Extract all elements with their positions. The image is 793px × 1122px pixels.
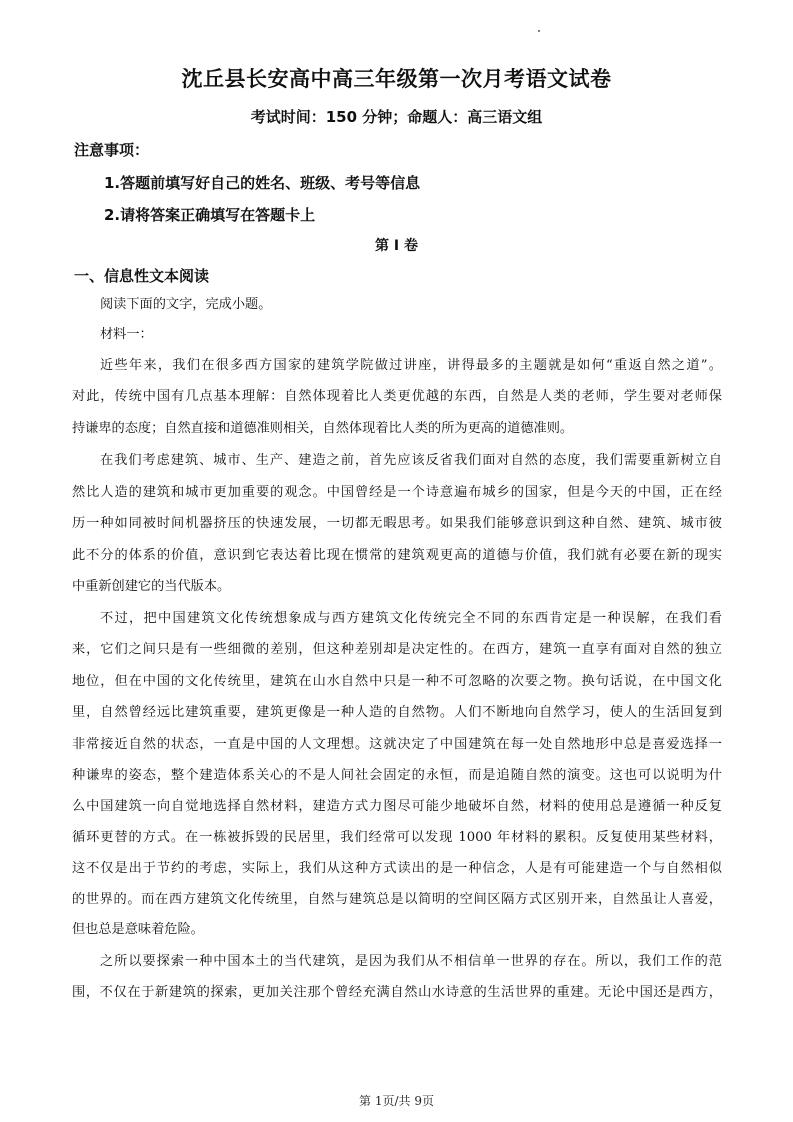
paragraph-line: 不过，把中国建筑文化传统想象成与西方建筑文化传统完全不同的东西肯定是一种误解，在我们看 [100,611,722,626]
paragraph-line: 在我们考虑建筑、城市、生产、建造之前，首先应该反省我们面对自然的态度，我们需要重新树立自 [100,453,722,468]
section-heading: 一、信息性文本阅读 [74,267,210,285]
paragraph-line: 然比人造的建筑和城市更加重要的观念。中国曾经是一个诗意遍布城乡的国家，但是今天的中国，正在经 [72,485,722,500]
paragraph-line: 地位，但在中国的文化传统里，建筑在山水自然中只是一种不可忽略的次要之物。换句话说，在中国文化 [72,674,722,689]
volume-label: 第 I 卷 [375,238,418,254]
paragraph-line: 来，它们之间只是有一些细微的差别，但这种差别却是决定性的。在西方，建筑一直享有面对自然的独立 [72,642,722,657]
paragraph-line: 么中国建筑一向自觉地选择自然材料，建造方式力图尽可能少地破坏自然，材料的使用总是遵循一种反复 [72,799,722,814]
paragraph-line: 非常接近自然的状态，一直是中国的人文理想。这就决定了中国建筑在每一处自然地形中总是喜爱选择一 [72,737,722,752]
paragraph-line: 持谦卑的态度；自然直接和道德准则相关，自然体现着比人类的所为更高的道德准则。 [72,421,574,436]
page-title: 沈丘县长安高中高三年级第一次月考语文试卷 [181,67,612,91]
paragraph-line: 此不分的体系的价值，意识到它表达着比现在惯常的建筑观更高的道德与价值，我们就有必要在新的现实 [72,548,722,563]
scan-speck [538,30,540,32]
notice-item: 2.请将答案正确填写在答题卡上 [104,206,316,224]
paragraph-line: 围，不仅在于新建筑的探索，更加关注那个曾经充满自然山水诗意的生活世界的重建。无论中国还是西方， [72,985,722,1000]
paragraph-line: 循环更替的方式。在一栋被拆毁的民居里，我们经常可以发现 1000 年材料的累积。反复使用某些材料， [72,830,722,845]
intro-text: 阅读下面的文字，完成小题。 [100,297,272,312]
paragraph-line: 之所以要探索一种中国本土的当代建筑，是因为我们从不相信单一世界的存在。所以，我们工作的范 [100,954,722,969]
exam-info: 考试时间：150 分钟；命题人：高三语文组 [250,108,543,126]
page-number: 第 1页/共 9页 [359,1094,434,1108]
paragraph-line: 对此，传统中国有几点基本理解：自然体现着比人类更优越的东西，自然是人类的老师，学生要对老师保 [72,389,722,404]
paragraph-line: 种谦卑的姿态，整个建造体系关心的不是人间社会固定的永恒，而是追随自然的演变。这也可以说明为什 [72,768,722,783]
paragraph-line: 这不仅是出于节约的考虑，实际上，我们从这种方式读出的是一种信念，人是有可能建造一个与自然相似 [72,861,722,876]
paragraph-line: 近些年来，我们在很多西方国家的建筑学院做过讲座，讲得最多的主题就是如何“重返自然之道”。 [100,358,722,373]
paragraph-line: 里，自然曾经远比建筑重要，建筑更像是一种人造的自然物。人们不断地向自然学习，使人的生活回复到 [72,705,722,720]
paragraph-line: 的世界的。而在西方建筑文化传统里，自然与建筑总是以简明的空间区隔方式区别开来，自然虽让人喜爱， [72,892,722,907]
paragraph-line: 中重新创建它的当代版本。 [72,579,231,594]
notice-heading: 注意事项： [74,141,150,159]
material-label: 材料一： [100,327,153,342]
notice-item: 1.答题前填写好自己的姓名、班级、考号等信息 [104,174,421,192]
paragraph-line: 但也总是意味着危险。 [72,922,204,937]
paragraph-line: 历一种如同被时间机器挤压的快速发展，一切都无暇思考。如果我们能够意识到这种自然、建筑、城市彼 [72,516,722,531]
